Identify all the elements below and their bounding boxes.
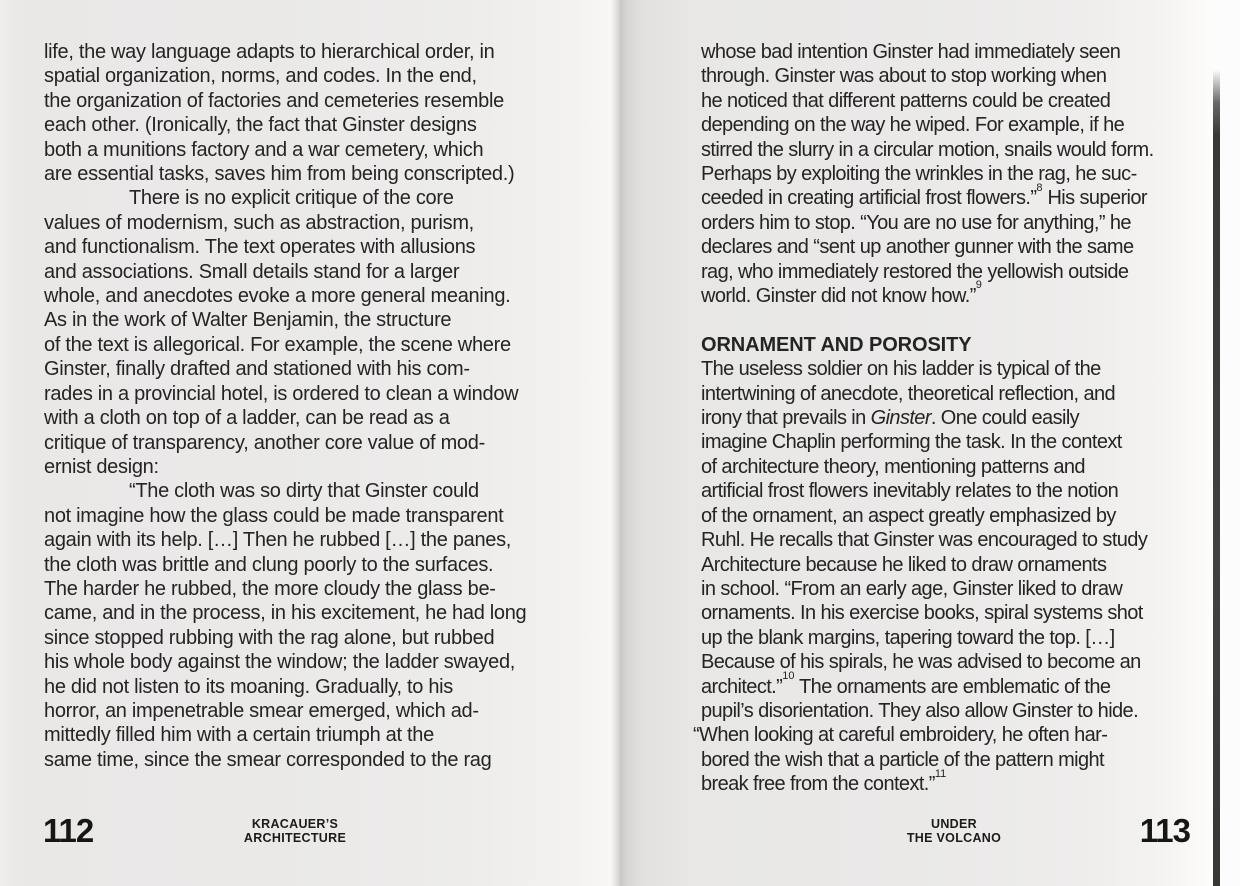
text-line: rades in a provincial hotel, is ordered to clean a window	[44, 382, 519, 405]
running-head-right-line1: UNDER	[931, 817, 977, 831]
text-line: imagine Chaplin performing the task. In the context	[701, 431, 1122, 454]
text-line: horror, an impenetrable smear emerged, which ad-	[44, 699, 479, 722]
text-line: bored the wish that a particle of the pattern might	[701, 748, 1104, 771]
text-line: not imagine how the glass could be made transparent	[44, 504, 504, 527]
running-head-left-line1: KRACAUER’S	[251, 817, 339, 831]
text-line: Architecture because he liked to draw ornaments	[701, 553, 1107, 576]
right-page-text	[693, 40, 1215, 797]
text-line: pupil’s disorientation. They also allow Ginster to hide.	[701, 699, 1139, 722]
text-line: As in the work of Walter Benjamin, the structure	[44, 309, 452, 332]
text-line: since stopped rubbing with the rag alone, but rubbed	[44, 626, 495, 649]
text-line: whose bad intention Ginster had immediately seen	[701, 41, 1121, 63]
text-line: up the blank margins, tapering toward the top. […]	[701, 626, 1115, 649]
text-line: mittedly filled him with a certain triumph at the	[44, 724, 434, 747]
running-head-left-line2: ARCHITECTURE	[243, 830, 347, 845]
text-line: values of modernism, such as abstraction, purism,	[44, 211, 474, 234]
text-line: Perhaps by exploiting the wrinkles in the rag, he suc-	[701, 163, 1137, 186]
text-line: and functionalism. The text operates with allusions	[44, 236, 476, 259]
text-line: “The cloth was so dirty that Ginster could	[129, 480, 479, 503]
text-line: of the ornament, an aspect greatly emphasized by	[701, 504, 1116, 527]
text-line: are essential tasks, saves him from being conscripted.)	[44, 163, 515, 186]
text-line: There is no explicit critique of the core	[129, 187, 454, 210]
text-line: he did not listen to its moaning. Gradually, to his	[44, 675, 454, 698]
text-line: The harder he rubbed, the more cloudy the glass be-	[44, 577, 496, 600]
text-line: with a cloth on top of a ladder, can be read as a	[44, 407, 450, 430]
footnote-reference: 8	[1036, 181, 1043, 194]
text-line: Because of his spirals, he was advised to become an	[701, 651, 1141, 674]
text-line: he noticed that different patterns could be created	[701, 89, 1111, 112]
text-line: whole, and anecdotes evoke a more general meaning.	[44, 285, 511, 308]
emphasized-text: Ginster	[870, 407, 931, 430]
text-line: each other. (Ironically, the fact that Ginster designs	[44, 114, 477, 137]
text-line: ernist design:	[44, 455, 159, 478]
text-line: artificial frost flowers inevitably relates to the notion	[701, 480, 1119, 503]
text-line: Ginster, finally drafted and stationed with his com-	[44, 358, 470, 381]
footnote-reference: 11	[934, 767, 947, 780]
text-line: spatial organization, norms, and codes. In the end,	[44, 65, 477, 88]
text-line: The useless soldier on his ladder is typical of the	[701, 358, 1101, 381]
text-line: the organization of factories and cemeteries resemble	[44, 89, 504, 112]
text-line: “When looking at careful embroidery, he often har-	[693, 724, 1108, 747]
text-line: the cloth was brittle and clung poorly to the surfaces.	[44, 553, 494, 576]
text-line: break free from the context.”$^{11}$	[701, 767, 947, 796]
text-line: of architecture theory, mentioning patterns and	[701, 455, 1085, 478]
text-line: of the text is allegorical. For example, the scene where	[44, 333, 511, 356]
text-line: through. Ginster was about to stop working when	[701, 65, 1107, 88]
text-line: Ruhl. He recalls that Ginster was encouraged to study	[701, 529, 1148, 552]
text-line: ceeded in creating artificial frost flowers.”$^8$ His superior	[701, 181, 1147, 210]
text-line: declares and “sent up another gunner with the same	[701, 236, 1134, 259]
text-line: same time, since the smear corresponded to the rag	[44, 748, 492, 771]
running-head-left	[175, 818, 415, 845]
footnote-reference: 10	[782, 669, 795, 682]
text-line: architect.”$^{10}$ The ornaments are emblematic of the	[701, 669, 1111, 698]
text-line: stirred the slurry in a circular motion, snails would form.	[701, 138, 1154, 161]
text-line: intertwining of anecdote, theoretical reflection, and	[701, 382, 1116, 405]
text-line: life, the way language adapts to hierarchical order, in	[44, 41, 495, 63]
footnote-reference: 9	[975, 279, 982, 292]
text-line: orders him to stop. “You are no use for anything,” he	[701, 211, 1131, 234]
page-number-left: 112	[43, 812, 94, 849]
running-head-right-line2: THE VOLCANO	[906, 830, 1002, 845]
page-number-right: 113	[1139, 812, 1190, 849]
text-line: world. Ginster did not know how.”$^9$	[701, 279, 982, 308]
text-line: came, and in the process, in his excitement, he had long	[44, 602, 527, 625]
section-heading: ORNAMENT AND POROSITY	[701, 333, 972, 356]
text-line: and associations. Small details stand for a larger	[44, 260, 460, 283]
text-line: again with its help. […] Then he rubbed […] the panes,	[44, 529, 512, 552]
text-line: both a munitions factory and a war cemetery, which	[44, 138, 484, 161]
text-line: his whole body against the window; the ladder swayed,	[44, 651, 516, 674]
text-line: ornaments. In his exercise books, spiral systems shot	[701, 602, 1143, 625]
text-line: rag, who immediately restored the yellowish outside	[701, 260, 1129, 283]
text-line: critique of transparency, another core value of mod-	[44, 431, 485, 454]
text-line: irony that prevails in Ginster. One could easily	[701, 407, 1080, 430]
text-line: in school. “From an early age, Ginster liked to draw	[701, 577, 1123, 600]
running-head-right	[834, 818, 1074, 845]
text-line: depending on the way he wiped. For example, if he	[701, 114, 1125, 137]
left-page-text	[44, 40, 560, 772]
